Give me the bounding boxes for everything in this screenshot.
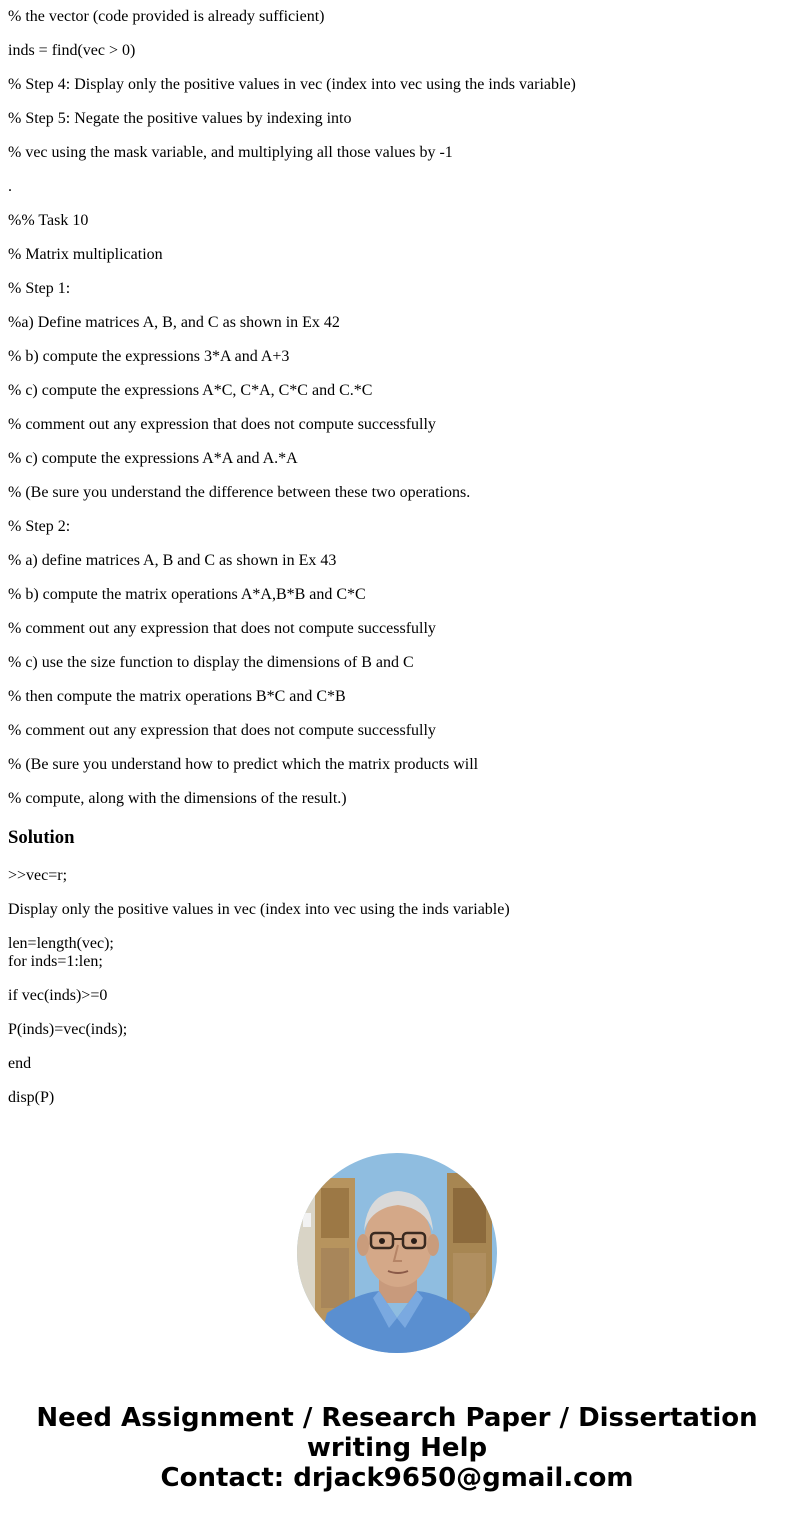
solution-line: Display only the positive values in vec (index into vec using the inds variable) (8, 901, 510, 918)
question-line: inds = find(vec > 0) (8, 42, 136, 59)
promo-line: Need Assignment / Research Paper / Dissertation (36, 1403, 758, 1433)
question-line: % the vector (code provided is already sufficient) (8, 8, 325, 25)
question-line: % Step 2: (8, 518, 71, 535)
question-line: % Step 5: Negate the positive values by indexing into (8, 110, 352, 127)
question-line: % b) compute the matrix operations A*A,B*B and C*C (8, 586, 366, 603)
solution-line: disp(P) (8, 1089, 55, 1106)
question-line: % then compute the matrix operations B*C and C*B (8, 688, 346, 705)
question-line: % (Be sure you understand how to predict which the matrix products will (8, 756, 479, 773)
tutor-avatar (297, 1153, 497, 1353)
question-line: % c) use the size function to display the dimensions of B and C (8, 654, 414, 671)
question-line: %a) Define matrices A, B, and C as shown in Ex 42 (8, 314, 340, 331)
solution-line: P(inds)=vec(inds); (8, 1021, 128, 1038)
question-line: % Matrix multiplication (8, 246, 163, 263)
solution-line: len=length(vec); (8, 935, 114, 952)
solution-line: if vec(inds)>=0 (8, 987, 108, 1004)
question-line: % comment out any expression that does not compute successfully (8, 620, 436, 637)
question-line: . (8, 178, 12, 195)
question-line: % c) compute the expressions A*A and A.*A (8, 450, 298, 467)
question-line: % compute, along with the dimensions of the result.) (8, 790, 347, 807)
question-line: % Step 4: Display only the positive values in vec (index into vec using the inds variable) (8, 76, 576, 93)
question-line: % Step 1: (8, 280, 71, 297)
solution-line: >>vec=r; (8, 867, 68, 884)
solution-heading: Solution (8, 827, 75, 848)
question-line: %% Task 10 (8, 212, 89, 229)
question-line: % vec using the mask variable, and multiplying all those values by -1 (8, 144, 453, 161)
promo-banner (0, 1403, 794, 1493)
question-line: % c) compute the expressions A*C, C*A, C*C and C.*C (8, 382, 373, 399)
question-line: % a) define matrices A, B and C as shown in Ex 43 (8, 552, 337, 569)
question-line: % (Be sure you understand the difference between these two operations. (8, 484, 471, 501)
solution-line: for inds=1:len; (8, 953, 103, 970)
question-line: % comment out any expression that does not compute successfully (8, 416, 436, 433)
promo-line: writing Help (306, 1433, 488, 1463)
solution-line: end (8, 1055, 32, 1072)
tutor-photo (297, 1153, 497, 1353)
question-line: % comment out any expression that does not compute successfully (8, 722, 436, 739)
promo-contact: Contact: drjack9650@gmail.com (160, 1463, 634, 1493)
question-line: % b) compute the expressions 3*A and A+3 (8, 348, 290, 365)
